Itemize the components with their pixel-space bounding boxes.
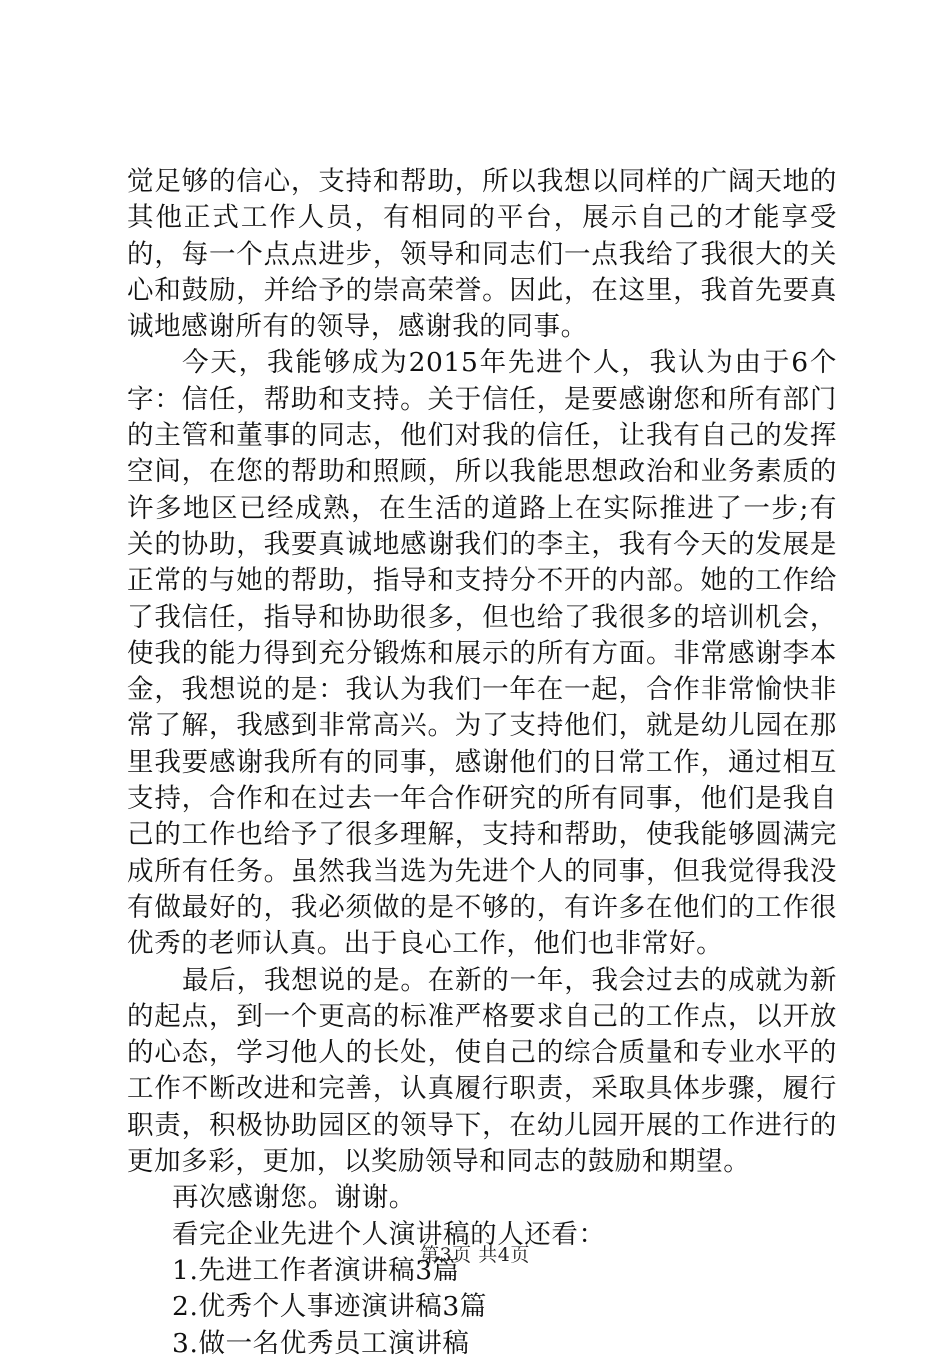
paragraph-thanks: 今天，我能够成为2015年先进个人，我认为由于6个字：信任，帮助和支持。关于信任，是要感谢您和所有部门的主管和董事的同志，他们对我的信任，让我有自己的发挥空间，在您的帮助和照顾，所以我能思想政治和业务素质的许多地区已经成熟，在生活的道路上在实际推进了一步;有关的协助，我要真诚地感谢我们的李主，我有今天的发展是正常的与她的帮助，指导和支持分不开的内部。她的工作给了我信任，指导和协助很多，但也给了我很多的培训机会，使我的能力得到充分锻炼和展示的所有方面。非常感谢李本金，我想说的是：我认为我们一年在一起，合作非常愉快非常了解，我感到非常高兴。为了支持他们，就是幼儿园在那里我要感谢我所有的同事，感谢他们的日常工作，通过相互支持，合作和在过去一年合作研究的所有同事，他们是我自己的工作也给予了很多理解，支持和帮助，使我能够圆满完成所有任务。虽然我当选为先进个人的同事，但我觉得我没有做最好的，我必须做的是不够的，有许多在他们的工作很优秀的老师认真。出于良心工作，他们也非常好。 [127, 347, 837, 960]
closing-line: 再次感谢您。谢谢。 [172, 1182, 416, 1214]
paragraph-continuation: 觉足够的信心，支持和帮助，所以我想以同样的广阔天地的其他正式工作人员，有相同的平台，展示自己的才能享受的，每一个点点进步，领导和同志们一点我给了我很大的关心和鼓励，并给予的崇高荣誉。因此，在这里，我首先要真诚地感谢所有的领导，感谢我的同事。 [127, 166, 837, 343]
page-number-footer: 第3页 共4页 [420, 1244, 530, 1266]
paragraph-conclusion: 最后，我想说的是。在新的一年，我会过去的成就为新的起点，到一个更高的标准严格要求自己的工作点，以开放的心态，学习他人的长处，使自己的综合质量和专业水平的工作不断改进和完善，认真履行职责，采取具体步骤，履行职责，积极协助园区的领导下，在幼儿园开展的工作进行的更加多彩，更加，以奖励领导和同志的鼓励和期望。 [127, 964, 837, 1178]
related-item-2[interactable]: 2.优秀个人事迹演讲稿3篇 [172, 1291, 487, 1323]
related-item-1[interactable]: 1.先进工作者演讲稿3篇 [172, 1254, 460, 1286]
document-body [127, 164, 837, 1362]
related-heading: 看完企业先进个人演讲稿的人还看： [172, 1218, 606, 1250]
related-item-3[interactable]: 3.做一名优秀员工演讲稿 [172, 1327, 470, 1359]
